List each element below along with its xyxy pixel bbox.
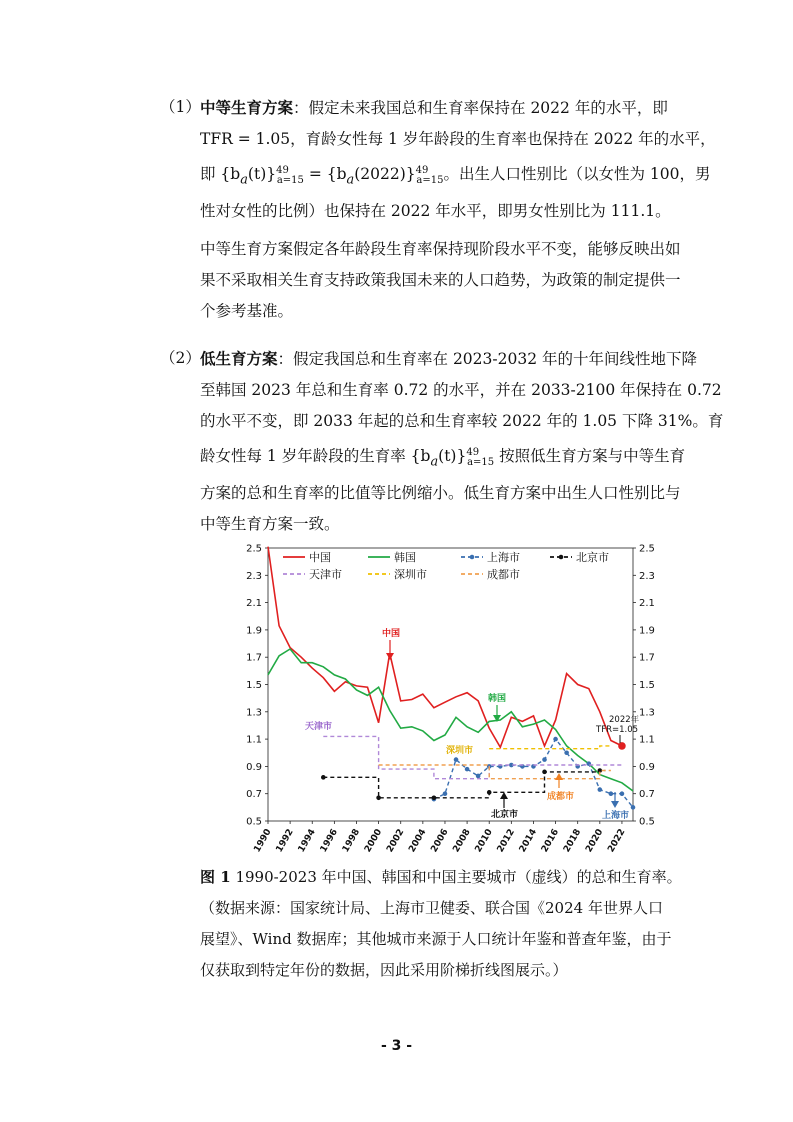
x-tick-label: 2000 bbox=[363, 827, 385, 855]
series-line-韩国 bbox=[268, 649, 633, 791]
y-tick-label-right: 1.5 bbox=[639, 680, 655, 691]
legend-marker-上海市 bbox=[470, 555, 475, 560]
china-2022-point bbox=[618, 742, 626, 750]
item2-line6: 中等生育方案一致。 bbox=[200, 515, 340, 534]
item2-line1: ：假定我国总和生育率在 2023-2032 年的十年间线性地下降 bbox=[277, 350, 698, 368]
y-tick-label-right: 1.3 bbox=[639, 707, 655, 719]
legend-label-深圳市: 深圳市 bbox=[394, 568, 427, 581]
series-point-北京市 bbox=[321, 775, 326, 780]
arrowhead-beijing bbox=[500, 792, 508, 799]
annotation-korea: 韩国 bbox=[488, 694, 507, 704]
y-tick-label-left: 1.7 bbox=[246, 652, 262, 664]
item2-number: （2） bbox=[160, 349, 201, 367]
caption-line4: 仅获取到特定年份的数据，因此采用阶梯折线图展示。） bbox=[200, 961, 568, 979]
series-point-上海市 bbox=[542, 757, 547, 762]
series-line-天津市 bbox=[323, 736, 622, 778]
arrowhead-shanghai bbox=[611, 801, 619, 808]
series-point-上海市 bbox=[620, 791, 625, 796]
caption-line3: 展望》、Wind 数据库；其他城市来源于人口统计年鉴和普查年鉴，由于 bbox=[200, 930, 672, 948]
x-tick-label: 2010 bbox=[473, 827, 495, 855]
arrowhead-china bbox=[386, 653, 394, 660]
arrowhead-chengdu bbox=[555, 773, 563, 780]
y-tick-label-left: 1.5 bbox=[246, 680, 262, 691]
series-point-上海市 bbox=[443, 791, 448, 796]
item2-line4: 龄女性每 1 岁年龄段的生育率 $\{b_a(t)\}^{49}_{a=15}$ 按照低生育方案与中等生育 bbox=[200, 447, 686, 470]
y-tick-label-left: 2.1 bbox=[246, 598, 262, 610]
y-tick-label-right: 2.3 bbox=[639, 570, 655, 582]
x-tick-label: 2012 bbox=[495, 827, 517, 855]
item1-line4: 性对女性的比例）也保持在 2022 年水平，即男女性别比为 111.1。 bbox=[200, 202, 671, 221]
series-point-上海市 bbox=[564, 750, 569, 755]
series-point-上海市 bbox=[598, 787, 603, 792]
series-line-深圳市 bbox=[489, 746, 611, 749]
note-line1: 中等生育方案假定各年龄段生育率保持现阶段水平不变，能够反映出如 bbox=[200, 240, 681, 258]
item1-line2: TFR = 1.05，育龄女性每 1 岁年龄段的生育率也保持在 2022 年的水平， bbox=[200, 130, 716, 148]
x-tick-label: 1998 bbox=[340, 827, 363, 855]
annotation-shanghai: 上海市 bbox=[602, 811, 630, 821]
legend-label-成都市: 成都市 bbox=[487, 568, 520, 581]
fertility-chart bbox=[225, 540, 675, 855]
legend-label-韩国: 韩国 bbox=[394, 551, 416, 564]
annotation-beijing: 北京市 bbox=[491, 810, 519, 820]
y-tick-label-left: 0.9 bbox=[246, 761, 262, 773]
item1-note bbox=[200, 234, 698, 327]
x-tick-label: 1996 bbox=[318, 827, 340, 855]
annotation-chengdu: 成都市 bbox=[547, 792, 575, 802]
y-tick-label-left: 1.3 bbox=[246, 707, 262, 719]
x-tick-label: 2004 bbox=[407, 827, 429, 855]
item1-title: 中等生育方案 bbox=[200, 98, 294, 117]
legend-label-北京市: 北京市 bbox=[576, 551, 609, 564]
y-tick-label-right: 0.9 bbox=[639, 761, 655, 773]
y-tick-label-right: 2.5 bbox=[639, 543, 655, 555]
annotation-shenzhen: 深圳市 bbox=[446, 746, 474, 756]
item2-line2: 至韩国 2023 年总和生育率 0.72 的水平，并在 2033-2100 年保持在 0.72 bbox=[200, 381, 722, 399]
series-point-北京市 bbox=[432, 795, 437, 800]
series-point-上海市 bbox=[454, 757, 459, 762]
item1-line1: ：假定未来我国总和生育率保持在 2022 年的水平，即 bbox=[293, 99, 668, 117]
series-point-北京市 bbox=[376, 795, 381, 800]
x-tick-label: 2016 bbox=[539, 827, 562, 855]
y-tick-label-right: 0.7 bbox=[639, 789, 655, 801]
y-tick-label-left: 2.3 bbox=[246, 570, 262, 582]
note-line2: 果不采取相关生育支持政策我国未来的人口趋势，为政策的制定提供一 bbox=[200, 271, 681, 289]
figure-label: 图 1 bbox=[200, 868, 231, 886]
item2-title: 低生育方案 bbox=[200, 349, 278, 368]
y-tick-label-right: 1.7 bbox=[639, 652, 655, 664]
x-tick-label: 2002 bbox=[385, 827, 407, 855]
annotation-china: 中国 bbox=[382, 629, 401, 639]
annotation-2022: 2022年 bbox=[609, 715, 640, 725]
series-point-上海市 bbox=[609, 791, 614, 796]
legend-label-中国: 中国 bbox=[309, 551, 331, 564]
x-tick-label: 2022 bbox=[606, 827, 628, 855]
page-number: - 3 - bbox=[380, 1038, 413, 1054]
y-tick-label-left: 1.1 bbox=[246, 734, 262, 746]
x-tick-label: 1994 bbox=[296, 827, 318, 855]
item2-paragraph bbox=[200, 343, 724, 540]
y-tick-label-left: 0.5 bbox=[246, 816, 262, 828]
y-tick-label-right: 1.1 bbox=[639, 734, 655, 746]
annotation-tianjin: 天津市 bbox=[305, 722, 333, 732]
note-line3: 个参考基准。 bbox=[200, 302, 294, 320]
legend-marker-北京市 bbox=[559, 555, 564, 560]
series-point-北京市 bbox=[487, 790, 492, 795]
x-tick-label: 1990 bbox=[252, 827, 274, 855]
x-tick-label: 2020 bbox=[584, 827, 606, 855]
item1-paragraph bbox=[200, 92, 716, 227]
series-point-上海市 bbox=[476, 774, 481, 779]
x-tick-label: 1992 bbox=[274, 827, 296, 855]
y-tick-label-right: 1.9 bbox=[639, 625, 655, 637]
y-tick-label-left: 1.9 bbox=[246, 625, 262, 637]
y-tick-label-left: 0.7 bbox=[246, 789, 262, 801]
y-tick-label-right: 2.1 bbox=[639, 598, 655, 610]
y-tick-label-right: 0.5 bbox=[639, 816, 655, 828]
y-tick-label-left: 2.5 bbox=[246, 543, 262, 555]
x-tick-label: 2018 bbox=[562, 827, 584, 855]
legend-label-天津市: 天津市 bbox=[309, 568, 342, 581]
item1-line3: 即 $\{b_a(t)\}^{49}_{a=15} = \{b_a(2022)\}^{49}_{a=15}$。出生人口性别比（以女性为 100，男 bbox=[200, 165, 711, 188]
item2-line3: 的水平不变，即 2033 年起的总和生育率较 2022 年的 1.05 下降 31%。育 bbox=[200, 412, 724, 430]
x-tick-label: 2006 bbox=[429, 827, 451, 855]
item2-line5: 方案的总和生育率的比值等比例缩小。低生育方案中出生人口性别比与 bbox=[200, 484, 681, 503]
series-point-上海市 bbox=[631, 805, 636, 810]
series-point-北京市 bbox=[542, 770, 547, 775]
annotation-tfr: TFR=1.05 bbox=[596, 725, 639, 735]
item1-number: （1） bbox=[160, 98, 201, 116]
figure-caption bbox=[200, 862, 698, 986]
series-point-上海市 bbox=[465, 767, 470, 772]
legend-label-上海市: 上海市 bbox=[487, 551, 520, 564]
caption-line2: （数据来源：国家统计局、上海市卫健委、联合国《2024 年世界人口 bbox=[200, 899, 663, 917]
x-tick-label: 2014 bbox=[517, 827, 540, 855]
series-point-上海市 bbox=[553, 737, 558, 742]
x-tick-label: 2008 bbox=[451, 827, 473, 855]
caption-line1: 1990-2023 年中国、韩国和中国主要城市（虚线）的总和生育率。 bbox=[230, 868, 682, 886]
